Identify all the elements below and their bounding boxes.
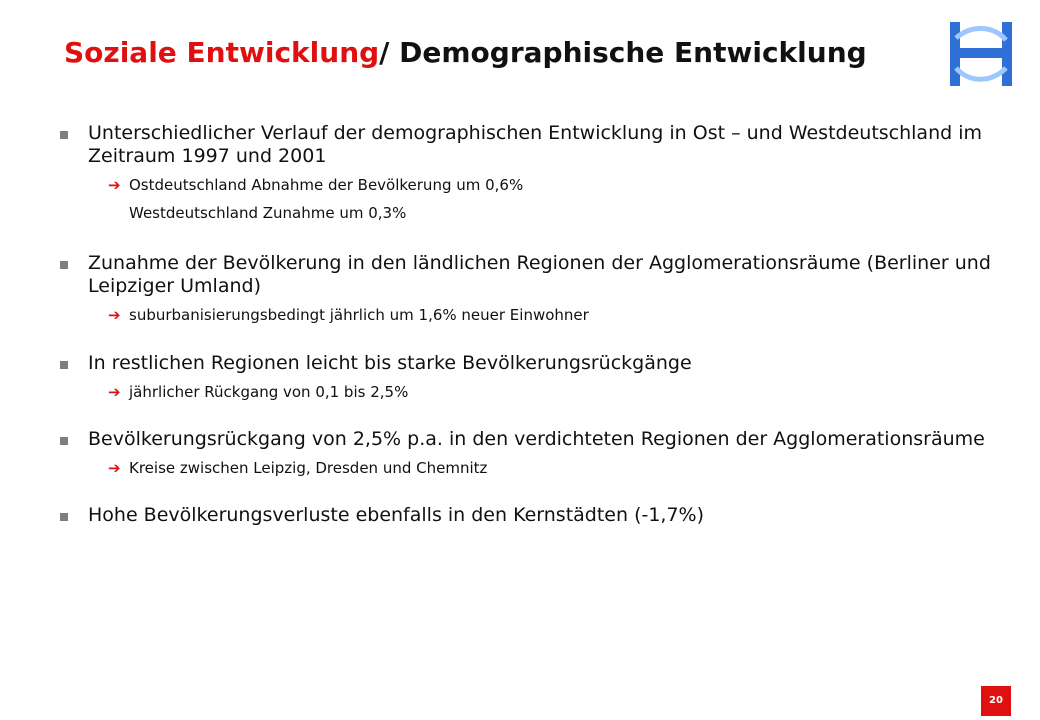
bullet-item-4 — [60, 428, 1000, 451]
bullet-text: Bevölkerungsrückgang von 2,5% p.a. in den verdichteten Regionen der Agglomerationsräume — [88, 428, 985, 450]
bullet-square-icon — [60, 361, 68, 369]
bullet-text: In restlichen Regionen leicht bis starke Bevölkerungsrückgänge — [88, 352, 692, 374]
arrow-right-icon: ➔ — [108, 383, 121, 401]
logo-icon — [944, 18, 1018, 90]
bullet-square-icon — [60, 261, 68, 269]
bullet-item-2 — [60, 252, 1000, 298]
sub-text: Ostdeutschland Abnahme der Bevölkerung um 0,6% — [129, 176, 524, 194]
bullet-text: Zunahme der Bevölkerung in den ländlichen Regionen der Agglomerationsräume (Berliner und Leipziger Umland) — [88, 252, 991, 297]
sub-item-continuation: Westdeutschland Zunahme um 0,3% — [129, 204, 407, 222]
bullet-item-1 — [60, 122, 1000, 168]
bullet-square-icon — [60, 131, 68, 139]
bullet-item-3 — [60, 352, 1000, 375]
sub-text: Kreise zwischen Leipzig, Dresden und Chemnitz — [129, 459, 488, 477]
sub-text: jährlicher Rückgang von 0,1 bis 2,5% — [129, 383, 409, 401]
sub-item — [108, 301, 1000, 329]
sub-item — [108, 171, 1000, 199]
bullet-item-5 — [60, 504, 1000, 527]
title-part-1: Soziale Entwicklung — [64, 36, 380, 69]
sub-item — [108, 378, 1000, 406]
bullet-text: Unterschiedlicher Verlauf der demographischen Entwicklung in Ost – und Westdeutschland im Zeitraum 1997 und 2001 — [88, 122, 983, 167]
sub-item — [108, 454, 1000, 482]
bullet-square-icon — [60, 513, 68, 521]
arrow-right-icon: ➔ — [108, 306, 121, 324]
title-part-2: / Demographische Entwicklung — [379, 36, 867, 69]
bullet-list — [60, 122, 1000, 527]
arrow-right-icon: ➔ — [108, 176, 121, 194]
bullet-text: Hohe Bevölkerungsverluste ebenfalls in den Kernstädten (-1,7%) — [88, 504, 705, 526]
page-title — [64, 36, 867, 69]
page-number-badge: 20 — [981, 686, 1011, 716]
arrow-right-icon: ➔ — [108, 459, 121, 477]
bullet-square-icon — [60, 437, 68, 445]
sub-text: suburbanisierungsbedingt jährlich um 1,6% neuer Einwohner — [129, 306, 589, 324]
